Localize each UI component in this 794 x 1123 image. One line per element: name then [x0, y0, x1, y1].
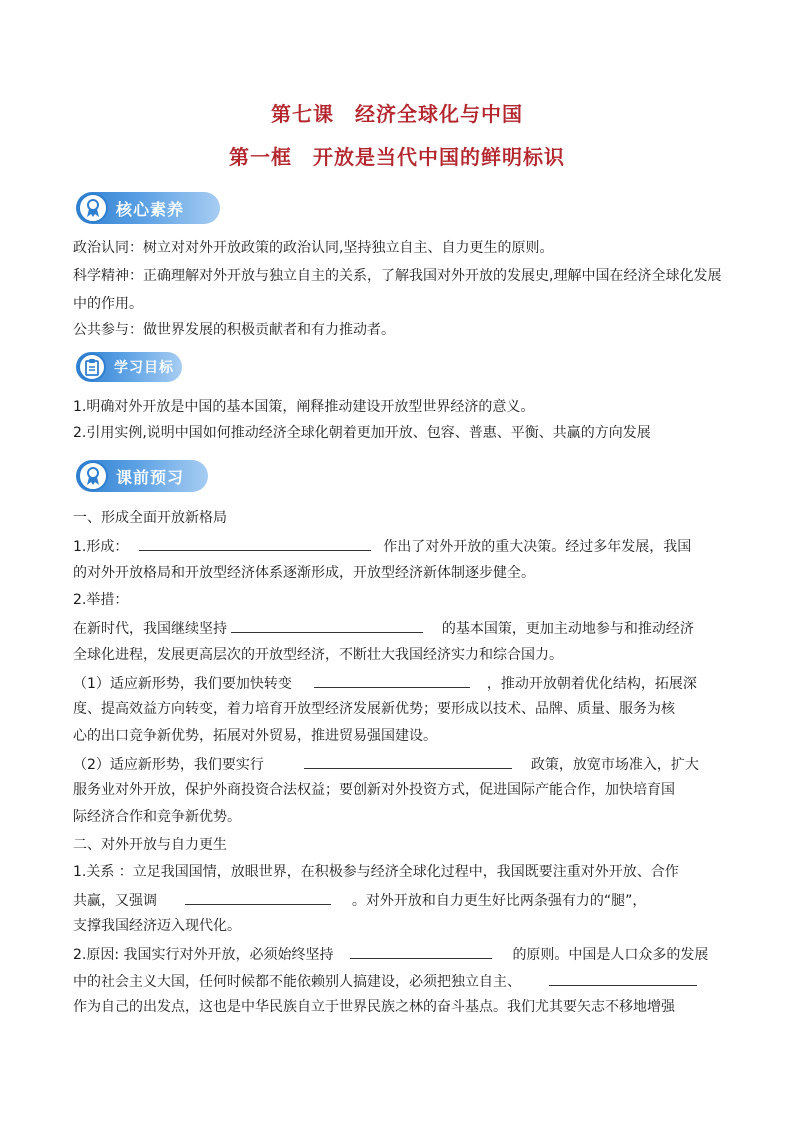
text-line: 作为自己的出发点，这也是中华民族自立于世界民族之林的奋斗基点。我们尤其要矢志不移地增强: [73, 999, 675, 1015]
core-line: 政治认同：树立对对外开放政策的政治认同,坚持独立自主、自力更生的原则。: [73, 240, 554, 256]
banner-label: 课前预习: [116, 467, 185, 487]
text-line: 服务业对外开放，保护外商投资合法权益；要创新对外投资方式，促进国际产能合作，加快培育国: [73, 782, 675, 798]
text: 在新时代，我国继续坚持: [73, 621, 227, 637]
preview-banner: [76, 460, 208, 492]
banner-label: 学习目标: [114, 360, 174, 376]
relation-line: [73, 889, 646, 911]
text-line: 际经济合作和竞争新优势。: [73, 809, 241, 825]
fill-blank[interactable]: [185, 889, 331, 905]
section-title: 第一框 开放是当代中国的鲜明标识: [229, 145, 565, 169]
measure-1-line: [73, 672, 697, 694]
text: 2.原因: 我国实行对外开放，必须始终坚持: [73, 947, 334, 963]
goal-line: 1.明确对外开放是中国的基本国策，阐释推动建设开放型世界经济的意义。: [73, 399, 535, 415]
measure-line: [73, 617, 694, 639]
banner-label: 核心素养: [116, 199, 185, 219]
core-line: 科学精神：正确理解对外开放与独立自主的关系，了解我国对外开放的发展史,理解中国在经济全球化发展: [73, 268, 722, 284]
text-line: 全球化进程，发展更高层次的开放型经济，不断壮大我国经济实力和综合国力。: [73, 647, 563, 663]
reason-line-2: [73, 970, 697, 992]
text-line: 2.举措：: [73, 592, 129, 608]
text-line: 度、提高效益方向转变，着力培育开放型经济发展新优势；要形成以技术、品牌、质量、服务为核: [73, 701, 675, 717]
text-line: 心的出口竞争新优势，拓展对外贸易，推进贸易强国建设。: [73, 728, 437, 744]
text: 政策，放宽市场准入，扩大: [530, 757, 699, 773]
measure-2-line: [73, 753, 699, 775]
goal-line: 2.引用实例,说明中国如何推动经济全球化朝着更加开放、包容、普惠、平衡、共赢的方向发展: [73, 425, 651, 441]
formation-line: [73, 535, 691, 557]
fill-blank[interactable]: [549, 970, 697, 986]
heading-2: 二、对外开放与自力更生: [73, 837, 227, 853]
text: 共赢，又强调: [73, 893, 157, 909]
ribbon-badge-icon: [78, 461, 108, 491]
learning-goals-banner: [76, 352, 182, 382]
fill-blank[interactable]: [304, 753, 512, 769]
fill-blank[interactable]: [231, 617, 423, 633]
text: 。对外开放和自力更生好比两条强有力的“腿”，: [351, 893, 647, 909]
core-literacy-banner: [76, 192, 220, 224]
core-line: 公共参与：做世界发展的积极贡献者和有力推动者。: [73, 322, 395, 338]
heading-1: 一、形成全面开放新格局: [73, 510, 227, 526]
text: （1）适应新形势，我们要加快转变: [73, 676, 292, 692]
lesson-title: 第七课 经济全球化与中国: [271, 102, 523, 126]
core-line: 中的作用。: [73, 296, 143, 312]
text-line: 支撑我国经济迈入现代化。: [73, 918, 241, 934]
text: 的原则。中国是人口众多的发展: [512, 947, 709, 963]
fill-blank[interactable]: [350, 943, 492, 959]
fill-blank[interactable]: [139, 535, 371, 551]
clipboard-icon: [78, 353, 106, 381]
text: 作出了对外开放的重大决策。经过多年发展，我国: [383, 539, 692, 555]
text: （2）适应新形势，我们要实行: [73, 757, 264, 773]
fill-blank[interactable]: [314, 672, 470, 688]
text-line: 的对外开放格局和开放型经济体系逐渐形成，开放型经济新体制逐步健全。: [73, 565, 535, 581]
text: 中的社会主义大国，任何时候都不能依赖别人搞建设，必须把独立自主、: [73, 974, 521, 990]
text-line: 1.关系 ：立足我国国情，放眼世界，在积极参与经济全球化过程中，我国既要注重对外开放、合作: [73, 864, 679, 880]
text: ，推动开放朝着优化结构，拓展深: [486, 676, 697, 692]
text: 的基本国策，更加主动地参与和推动经济: [441, 621, 694, 637]
text: 1.形成：: [73, 539, 129, 555]
ribbon-badge-icon: [78, 193, 108, 223]
reason-line: [73, 943, 708, 965]
